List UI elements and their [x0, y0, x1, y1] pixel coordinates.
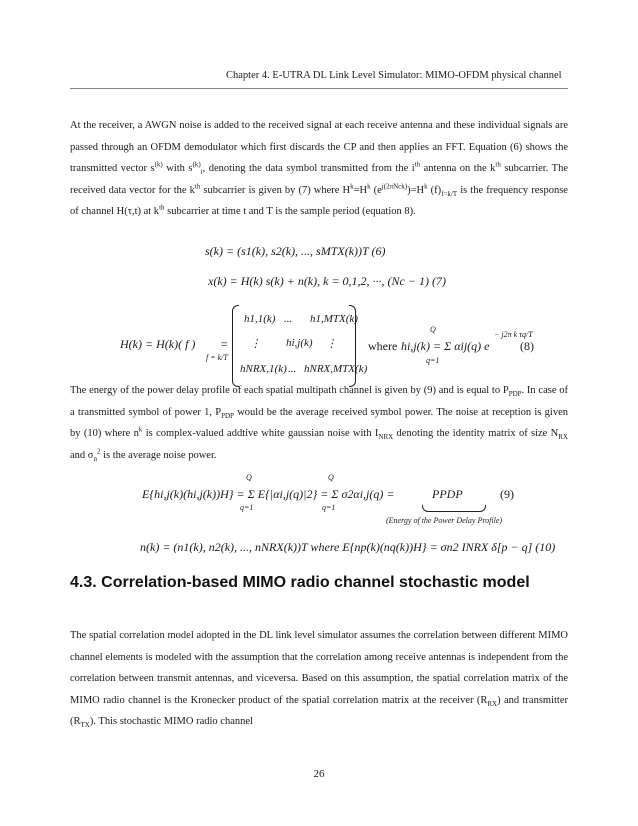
text-run: . In case of a transmitted symbol of power 1, P	[70, 385, 568, 418]
paragraph-power-delay	[70, 380, 568, 466]
superscript: k	[367, 182, 371, 191]
text-run: subcarrier. The received data vector for the k	[70, 163, 568, 196]
equals-sign: =	[220, 337, 229, 351]
text-run: At the receiver, a AWGN noise is added to the received signal at each receive antenna and these individual signals are passed through an OFDM demodulator which first discards the CP and then applies an FFT. Equation (6) shows the transmitted vector s	[70, 120, 568, 175]
page-number: 26	[313, 768, 325, 780]
equation-8-lhs: H(k) = H(k)( f )	[120, 337, 196, 351]
equation-number: (8)	[520, 339, 534, 353]
equation-number: (9)	[500, 487, 514, 501]
text-run: subcarrier is given by (7) where H	[200, 184, 351, 196]
subscript: RX	[487, 699, 498, 708]
text-run: (f)	[427, 184, 442, 196]
subscript: n	[93, 454, 97, 463]
sum-lower-limit: q=1	[322, 503, 336, 512]
superscript: k	[350, 182, 354, 191]
subscript: PDP	[508, 390, 522, 399]
text-run: , denoting the data symbol transmitted from the i	[202, 163, 415, 175]
subscript: NRX	[378, 433, 394, 442]
equation-8-rhs: hi,j(k) = Σ αij(q) e	[401, 339, 490, 353]
matrix-cell: ⋮	[326, 338, 337, 350]
sum-upper-limit: Q	[246, 473, 252, 482]
equation-9-lhs: E{hi,j(k)(hi,j(k))H} = Σ E{|αi,j(q)|2} = Σ σ2αi,j(q) =	[142, 487, 395, 501]
matrix-cell: hNRX,1(k)	[240, 363, 287, 375]
sum-lower-limit: q=1	[240, 503, 254, 512]
equation-8-condition: f = k/T	[206, 353, 228, 362]
matrix-cell: ⋮	[250, 338, 261, 350]
underbrace	[422, 505, 486, 512]
text-run: is the average noise power.	[100, 449, 217, 461]
text-run: and σ	[70, 449, 94, 461]
equation-10: n(k) = (n1(k), n2(k), ..., nNRX(k))T where E{np(k)(nq(k))H} = σn2 INRX δ[p − q] (10)	[140, 540, 556, 554]
matrix-cell: h1,1(k)	[244, 313, 276, 325]
subscript: i	[200, 168, 203, 177]
matrix-cell: hi,j(k)	[286, 337, 313, 349]
running-header: Chapter 4. E-UTRA DL Link Level Simulator: MIMO-OFDM physical channel	[226, 70, 562, 81]
superscript: th	[414, 160, 421, 169]
text-run: The spatial correlation model adopted in the DL link level simulator assumes the correlation between different MIMO channel elements is modeled with the assumption that the correlation among receive antennas is independent from the correlation between transmit antennas, and viceversa. Based on this assumption, the spatial correlation matrix of the MIMO radio channel is the Kronecker product of the spatial correlation matrix at the receiver (R	[70, 630, 568, 706]
matrix-cell: ...	[288, 363, 297, 375]
superscript: th	[495, 160, 501, 169]
sum-lower-limit: q=1	[426, 356, 440, 365]
superscript: j(2πNck)	[381, 182, 408, 191]
subscript: TX	[80, 721, 90, 730]
section-heading: 4.3. Correlation-based MIMO radio channel stochastic model	[70, 574, 530, 591]
superscript: (k)	[154, 160, 163, 169]
text-run: would be the average received symbol power. The noise at reception is given by (10) where n	[70, 406, 568, 440]
text-run: with s	[162, 163, 193, 175]
text-run: denoting the identity matrix of size N	[393, 428, 559, 440]
matrix-cell: hNRX,MTX(k)	[304, 363, 368, 375]
where-label: where	[368, 339, 398, 353]
text-run: antenna on the k	[420, 163, 496, 175]
superscript: 2	[96, 447, 101, 456]
text-run: is complex-valued addtive white gaussian noise with I	[142, 428, 379, 440]
sum-upper-limit: Q	[328, 473, 334, 482]
superscript: th	[159, 203, 165, 212]
text-run: )=H	[407, 184, 425, 196]
text-run: is the frequency response of channel H(τ,t) at k	[70, 184, 568, 218]
underbrace-label: (Energy of the Power Delay Profile)	[386, 516, 503, 525]
paragraph-receiver	[70, 115, 568, 223]
equation-6: s(k) = (s1(k), s2(k), ..., sMTX(k))T (6)	[205, 244, 386, 258]
exponent: − j2π k τq/T	[494, 330, 533, 339]
matrix-cell: ...	[284, 313, 293, 325]
subscript: f=k/T	[441, 189, 458, 198]
text-run: (e	[370, 184, 382, 196]
superscript: th	[194, 182, 201, 191]
text-run: =H	[353, 184, 368, 196]
subscript: PDP	[221, 411, 234, 420]
sum-upper-limit: Q	[430, 325, 436, 334]
matrix-left-bracket	[232, 305, 239, 387]
text-run: ) and transmitter (R	[70, 694, 568, 728]
matrix-cell: h1,MTX(k)	[310, 313, 358, 325]
paragraph-correlation	[70, 625, 568, 733]
equation-7: x(k) = H(k) s(k) + n(k), k = 0,1,2, ···, (Nc − 1) (7)	[208, 274, 446, 288]
pdp-symbol: PPDP	[432, 487, 463, 501]
text-run: subcarrier at time t and T is the sample period (equation 8).	[164, 206, 416, 218]
header-rule	[70, 88, 568, 89]
text-run: ). This stochastic MIMO radio channel	[89, 716, 253, 728]
text-run: The energy of the power delay profile of each spatial multipath channel is given by (9) and is equal to P	[70, 385, 509, 396]
subscript: RX	[558, 433, 568, 442]
superscript: k	[424, 182, 428, 191]
superscript: k	[138, 425, 143, 434]
channel-matrix	[232, 305, 368, 385]
superscript: (k)	[192, 160, 201, 169]
